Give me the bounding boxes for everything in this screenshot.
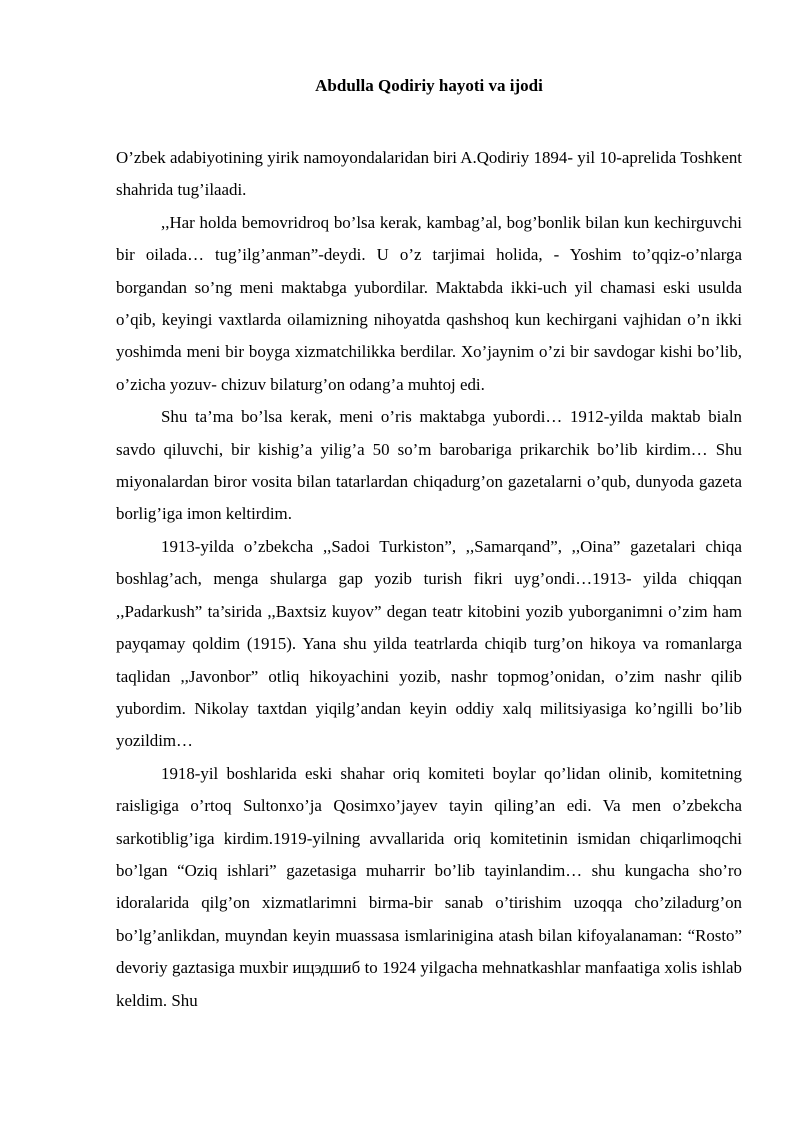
document-title: Abdulla Qodiriy hayoti va ijodi [315,76,543,95]
paragraph: 1913-yilda o’zbekcha ,,Sadoi Turkiston”, ,,Samarqand”, ,,Oina” gazetalari chiqa boshlag’ach, menga shularga gap yozib turish fikri uyg’ondi…1913- yilda chiqqan ,,Padarkush” ta’sirida ,,Baxtsiz kuyov” degan teatr kitobini yozib yuborganimni o’zim ham payqamay qoldim (1915). Yana shu yilda teatrlarda chiqib turg’on hikoya va romanlarga taqlidan ,,Javonbor” otliq hikoyachini yozib, nashr topmog’onidan, o’zim nashr qilib yubordim. Nikolay taxtdan yiqilg’andan keyin oddiy xalq militsiyasiga ko’ngilli bo’lib yozildim… [116,536,742,751]
paragraph: ,,Har holda bemovridroq bo’lsa kerak, kambag’al, bog’bonlik bilan kun kechirguvchi bir oilada… tug’ilg’anman”-deydi. U o’z tarjimai holida, - Yoshim to’qqiz-o’nlarga borgandan so’ng meni maktabga yubordilar. Maktabda ikki-uch yil chamasi eski usulda o’qib, keyingi vaxtlarda oilamizning nihoyatda qashshoq kun kechirgani vajhidan o’n ikki yoshimda meni bir boyga xizmatchilikka berdilar. Xo’jaynim o’zi bir savdogar kishi bo’lib, o’zicha yozuv- chizuv bilaturg’on odang’a muhtoj edi. [116,212,742,394]
paragraph-intro: O’zbek adabiyotining yirik namoyondalaridan biri A.Qodiriy 1894- yil 10-aprelida Toshkent shahrida tug’ilaadi. [116,148,742,200]
paragraph: 1918-yil boshlarida eski shahar oriq komiteti boylar qo’lidan olinib, komitetning raisligiga o’rtoq Sultonxo’ja Qosimxo’jayev tayin qiling’an edi. Va men o’zbekcha sarkotiblig’iga kirdim.1919-yilning avvallarida oriq komitetinin ismidan chiqarlimoqchi bo’lgan “Oziq ishlari” gazetasiga muharrir bo’lib tayinlandim… shu kungacha sho’ro idoralarida qilg’on xizmatlarimni birma-bir sanab o’tirishim uzoqqa cho’ziladurg’on bo’lg’anlikdan, muyndan keyin muassasa ismlarinigina atash bilan kifoyalanaman: “Rosto” devoriy gaztasiga muxbir ищэдшиб to 1924 yilgacha mehnatkashlar manfaatiga xolis ishlab keldim. Shu [116,763,742,1010]
paragraph: Shu ta’ma bo’lsa kerak, meni o’ris maktabga yubordi… 1912-yilda maktab bialn savdo qiluvchi, bir kishig’a yilig’a 50 so’m barobariga prikarchik bo’lib kirdim… Shu miyonalardan biror vosita bilan tatarlardan chiqadurg’on gazetalarni o’qub, dunyoda gazeta borlig’iga imon keltirdim. [116,407,742,524]
document-body [116,142,742,1017]
